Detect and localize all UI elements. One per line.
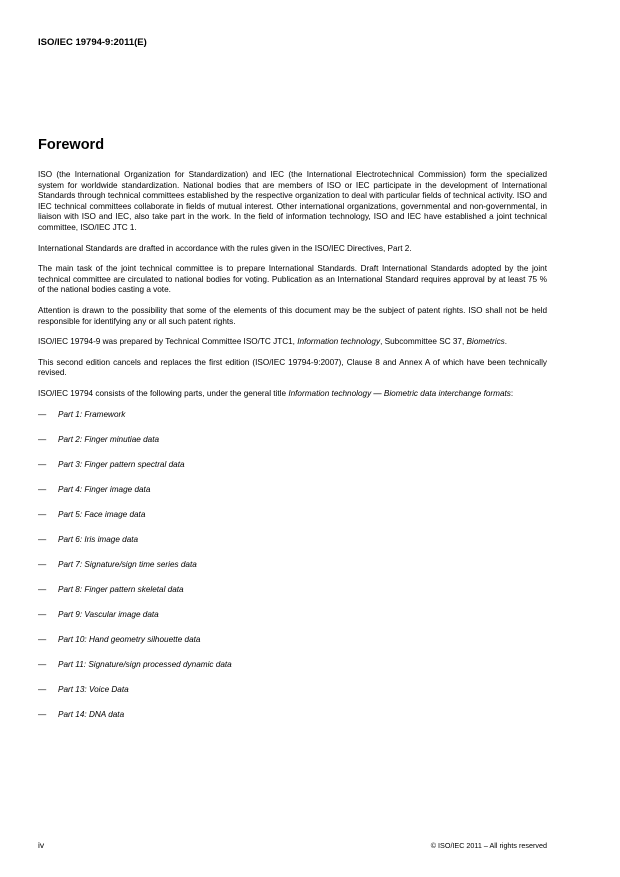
- page-title: Foreword: [38, 137, 105, 153]
- list-item-label: Part 8: Finger pattern skeletal data: [58, 584, 184, 594]
- list-item: [38, 460, 547, 485]
- list-item: [38, 585, 547, 610]
- paragraph-parts-intro: [38, 389, 547, 400]
- page-number: iv: [38, 840, 45, 850]
- list-dash: —: [38, 634, 47, 644]
- list-dash: —: [38, 484, 47, 494]
- list-item-label: Part 2: Finger minutiae data: [58, 434, 160, 444]
- list-dash: —: [38, 584, 47, 594]
- prepared-prefix: ISO/IEC 19794-9 was prepared by Technical Committee ISO/TC JTC1,: [38, 337, 298, 347]
- list-item: [38, 435, 547, 460]
- list-item-label: Part 3: Finger pattern spectral data: [58, 459, 185, 469]
- list-item-label: Part 14: DNA data: [58, 709, 125, 719]
- copyright-notice: © ISO/IEC 2011 – All rights reserved: [430, 841, 547, 850]
- list-dash: —: [38, 534, 47, 544]
- prepared-italic-it: Information technology: [297, 337, 381, 347]
- list-dash: —: [38, 609, 47, 619]
- list-item-label: Part 10: Hand geometry silhouette data: [58, 634, 201, 644]
- list-dash: —: [38, 559, 47, 569]
- list-item-label: Part 13: Voice Data: [58, 684, 129, 694]
- parts-intro-suffix: :: [510, 388, 514, 398]
- prepared-suffix: .: [504, 337, 508, 347]
- list-item-label: Part 6: Iris image data: [58, 534, 139, 544]
- list-item: [38, 635, 547, 660]
- list-item: [38, 710, 547, 735]
- list-item-label: Part 5: Face image data: [58, 509, 146, 519]
- list-item: [38, 610, 547, 635]
- paragraph-edition: This second edition cancels and replaces the first edition (ISO/IEC 19794-9:2007), Clause 8 and Annex A of which have been technically revised.: [38, 357, 547, 378]
- list-item: [38, 510, 547, 535]
- list-item-label: Part 11: Signature/sign processed dynamic data: [58, 659, 232, 669]
- list-dash: —: [38, 659, 47, 669]
- document-id-header: ISO/IEC 19794-9:2011(E): [38, 37, 147, 48]
- list-item: [38, 560, 547, 585]
- parts-intro-prefix: ISO/IEC 19794 consists of the following parts, under the general title: [38, 388, 289, 398]
- prepared-italic-biometrics: Biometrics: [466, 337, 505, 347]
- parts-list: [38, 410, 547, 735]
- paragraph-joint-committee: The main task of the joint technical committee is to prepare International Standards. Draft International Standards adopted by the joint technical committee are circulated to national bodies for voting. Publication as an International Standard requires approval by at least 75 % of the national bodies casting a vote.: [38, 264, 547, 295]
- list-item: [38, 660, 547, 685]
- list-item-label: Part 1: Framework: [58, 409, 126, 419]
- foreword-body: [38, 170, 547, 735]
- list-dash: —: [38, 709, 47, 719]
- list-dash: —: [38, 409, 47, 419]
- list-item-label: Part 4: Finger image data: [58, 484, 151, 494]
- list-dash: —: [38, 509, 47, 519]
- paragraph-organizations: ISO (the International Organization for Standardization) and IEC (the International Electrotechnical Commission) form the specialized system for worldwide standardization. National bodies that are members of ISO or IEC participate in the development of International Standards through technical committees established by the respective organization to deal with particular fields of technical activity. ISO and IEC technical committees collaborate in fields of mutual interest. Other international organizations, governmental and non-governmental, in liaison with ISO and IEC, also take part in the work. In the field of information technology, ISO and IEC have established a joint technical committee, ISO/IEC JTC 1.: [38, 170, 547, 232]
- parts-intro-general-title: Information technology — Biometric data interchange formats: [288, 388, 511, 398]
- list-item: [38, 410, 547, 435]
- list-dash: —: [38, 684, 47, 694]
- paragraph-prepared-by: [38, 337, 547, 348]
- paragraph-directives: International Standards are drafted in accordance with the rules given in the ISO/IEC Directives, Part 2.: [38, 243, 412, 253]
- list-dash: —: [38, 434, 47, 444]
- list-item-label: Part 9: Vascular image data: [58, 609, 159, 619]
- prepared-middle: , Subcommittee SC 37,: [380, 337, 467, 347]
- list-item: [38, 535, 547, 560]
- list-item: [38, 485, 547, 510]
- list-item-label: Part 7: Signature/sign time series data: [58, 559, 197, 569]
- list-item: [38, 685, 547, 710]
- paragraph-patent-rights: Attention is drawn to the possibility that some of the elements of this document may be the subject of patent rights. ISO shall not be held responsible for identifying any or all such patent rights.: [38, 305, 547, 326]
- list-dash: —: [38, 459, 47, 469]
